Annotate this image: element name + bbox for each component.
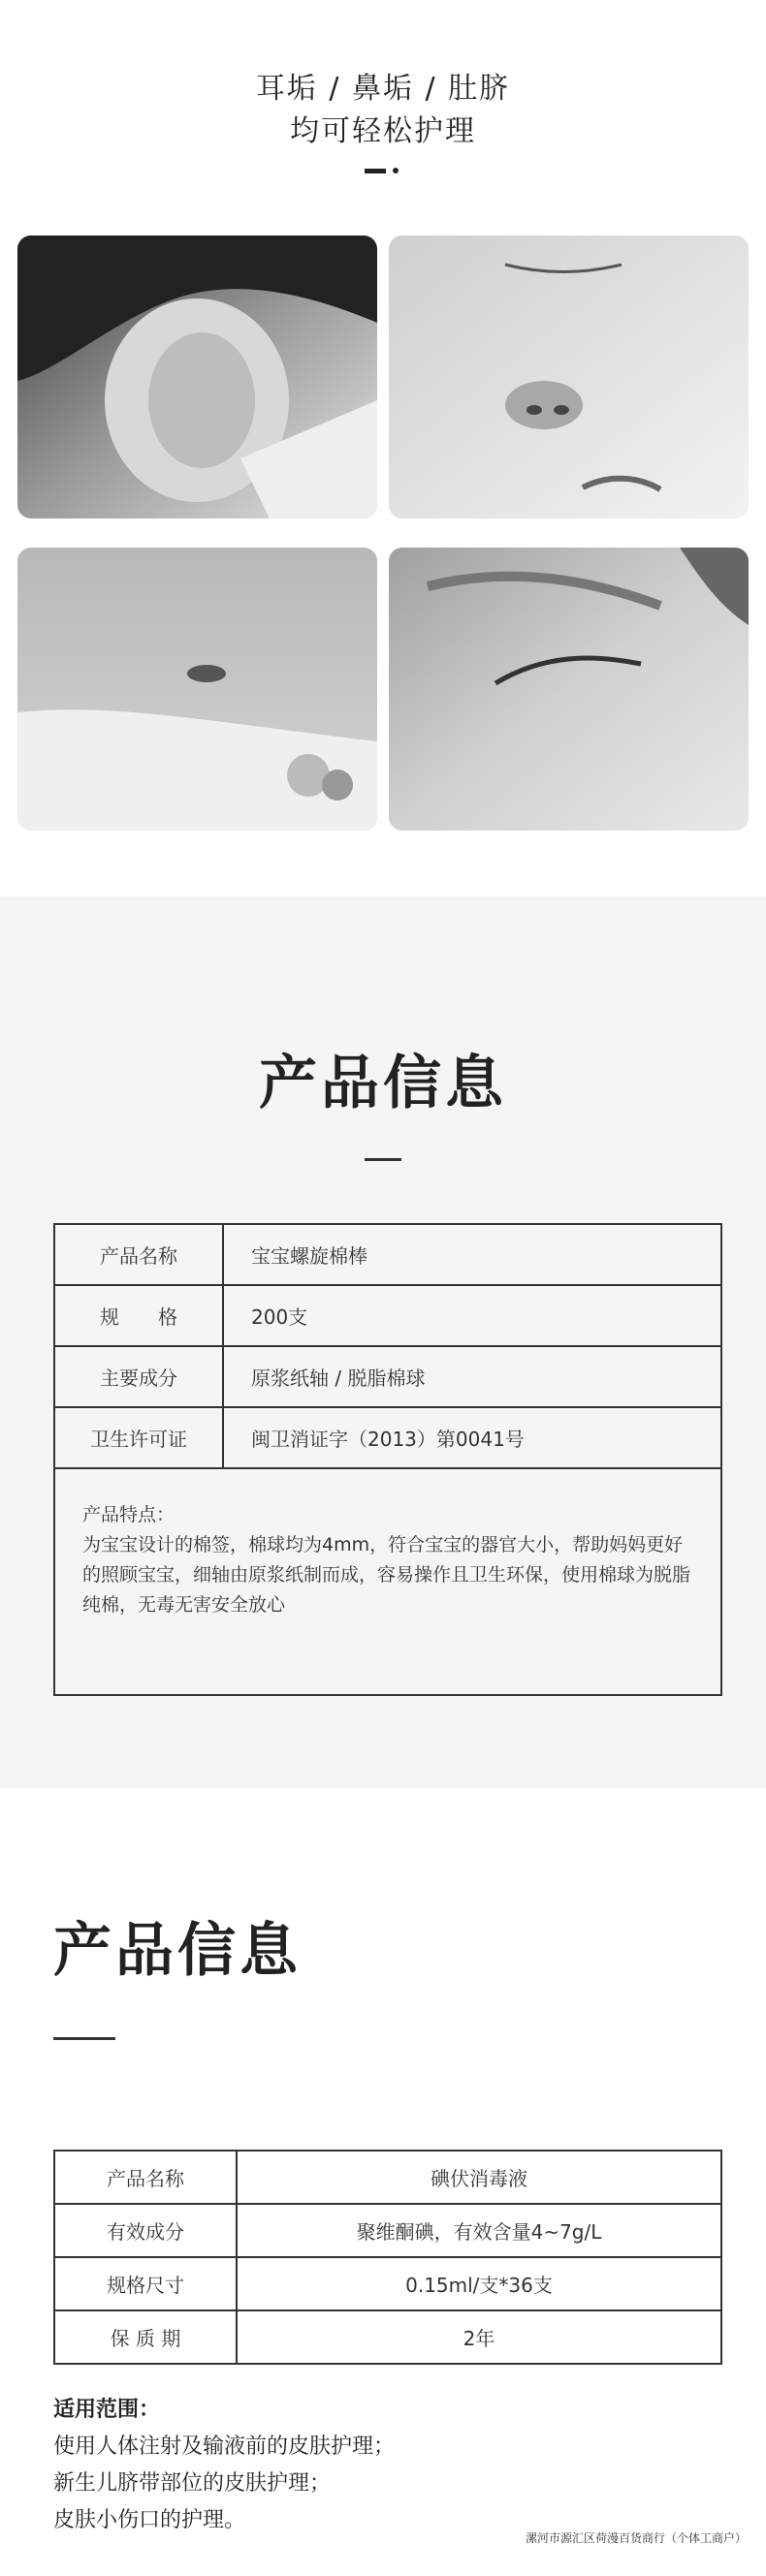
table-row	[54, 2151, 721, 2204]
table-key: 卫生许可证	[54, 1407, 223, 1468]
table-row	[54, 2257, 721, 2310]
title-divider-1	[365, 1158, 401, 1161]
table-key: 产品名称	[54, 2151, 237, 2204]
section-title-2: 产品信息	[53, 1917, 302, 1985]
spec-table-1	[53, 1223, 722, 1696]
photo-baby-navel	[17, 548, 377, 831]
table-key: 有效成分	[54, 2204, 237, 2257]
usage-block	[53, 2392, 395, 2539]
section-title-1: 产品信息	[259, 1050, 507, 1117]
table-row	[54, 1285, 721, 1346]
table-row	[54, 1224, 721, 1285]
hero-divider-dot	[393, 168, 399, 173]
features-cell	[54, 1468, 721, 1695]
hero-line-1: 耳垢 / 鼻垢 / 肚脐	[255, 72, 511, 106]
table-value: 宝宝螺旋棉棒	[223, 1224, 721, 1285]
table-row	[54, 1407, 721, 1468]
table-row	[54, 2204, 721, 2257]
table-value: 0.15ml/支*36支	[237, 2257, 721, 2310]
table-key: 主要成分	[54, 1346, 223, 1407]
usage-heading: 适用范围：	[53, 2398, 161, 2422]
table-value: 聚维酮碘，有效含量4~7g/L	[237, 2204, 721, 2257]
features-heading: 产品特点：	[82, 1504, 176, 1525]
shop-name-footer: 漯河市源汇区荷漫百货商行（个体工商户）	[525, 2531, 747, 2545]
hero-line-2: 均可轻松护理	[290, 114, 476, 148]
hero-divider	[365, 169, 386, 173]
table-key: 保 质 期	[54, 2310, 237, 2364]
table-value: 2年	[237, 2310, 721, 2364]
photo-baby-ear	[17, 236, 377, 518]
table-key: 产品名称	[54, 1224, 223, 1285]
table-key: 规 格	[54, 1285, 223, 1346]
table-value: 碘伏消毒液	[237, 2151, 721, 2204]
usage-item: 使用人体注射及输液前的皮肤护理；	[53, 2435, 396, 2459]
table-value: 200支	[223, 1285, 721, 1346]
usage-item: 新生儿脐带部位的皮肤护理；	[53, 2471, 332, 2496]
title-divider-2	[53, 2037, 115, 2040]
table-value: 闽卫消证字（2013）第0041号	[223, 1407, 721, 1468]
table-row	[54, 1346, 721, 1407]
table-value: 原浆纸轴 / 脱脂棉球	[223, 1346, 721, 1407]
table-row	[54, 2310, 721, 2364]
photo-baby-nose	[389, 236, 749, 518]
usage-item: 皮肤小伤口的护理。	[53, 2508, 246, 2532]
spec-table-2	[53, 2150, 722, 2365]
features-text: 为宝宝设计的棉签，棉球均为4mm，符合宝宝的器官大小，帮助妈妈更好的照顾宝宝，细轴由原浆纸制而成，容易操作且卫生环保，使用棉球为脱脂纯棉，无毒无害安全放心	[82, 1534, 691, 1616]
table-key: 规格尺寸	[54, 2257, 237, 2310]
photo-baby-eye	[389, 548, 749, 831]
table-row	[54, 1468, 721, 1695]
